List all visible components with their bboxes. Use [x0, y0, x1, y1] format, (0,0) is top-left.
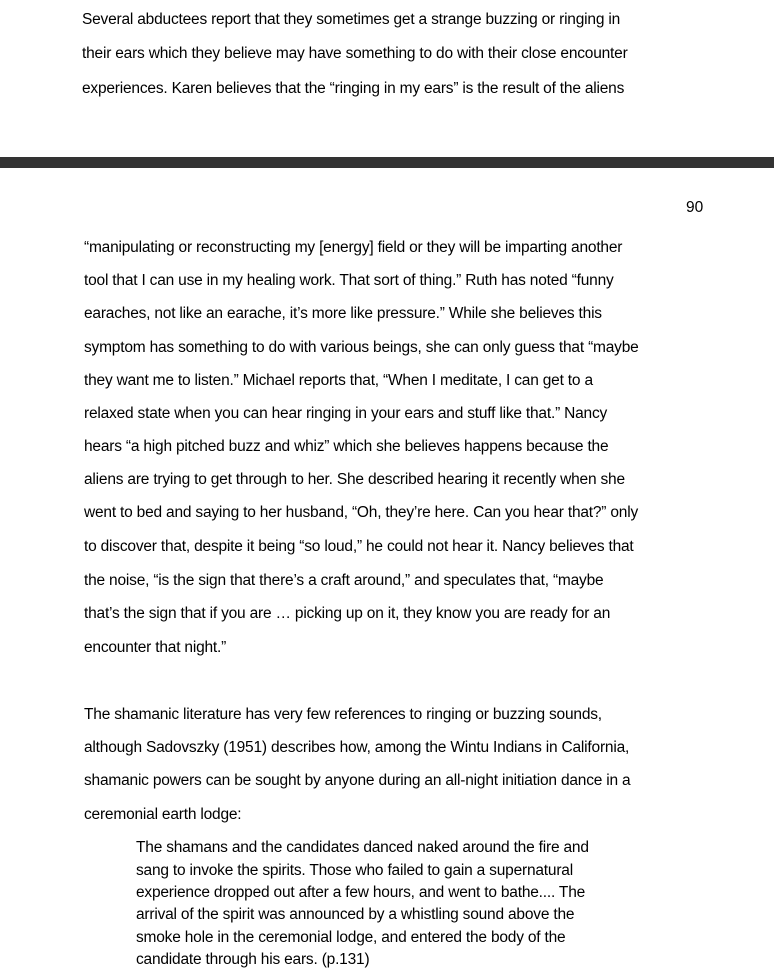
paragraph-line: earaches, not like an earache, it’s more like pressure.” While she believes this — [84, 305, 602, 322]
paragraph-line: ceremonial earth lodge: — [84, 806, 242, 823]
block-quote-line: smoke hole in the ceremonial lodge, and entered the body of the — [136, 929, 566, 946]
block-quote-line: candidate through his ears. (p.131) — [136, 951, 370, 968]
paragraph-line: aliens are trying to get through to her. She described hearing it recently when she — [84, 471, 625, 488]
block-quote-line: experience dropped out after a few hours, and went to bathe.... The — [136, 884, 586, 901]
paragraph-line: relaxed state when you can hear ringing in your ears and stuff like that.” Nancy — [84, 405, 608, 422]
prev-page-line: their ears which they believe may have something to do with their close encounter — [82, 45, 628, 62]
previous-page-fragment — [0, 0, 774, 157]
page-number: 90 — [686, 199, 704, 216]
prev-page-line: experiences. Karen believes that the “ringing in my ears” is the result of the aliens — [82, 80, 625, 97]
paragraph-line: tool that I can use in my healing work. That sort of thing.” Ruth has noted “funny — [84, 272, 614, 289]
paragraph-line: “manipulating or reconstructing my [energy] field or they will be imparting another — [84, 239, 623, 256]
paragraph-line: went to bed and saying to her husband, “Oh, they’re here. Can you hear that?” only — [84, 504, 639, 521]
block-quote-line: The shamans and the candidates danced naked around the fire and — [136, 839, 589, 856]
block-quote-line: sang to invoke the spirits. Those who failed to gain a supernatural — [136, 862, 573, 879]
paragraph-line: symptom has something to do with various beings, she can only guess that “maybe — [84, 339, 639, 356]
paragraph-line: hears “a high pitched buzz and whiz” which she believes happens because the — [84, 438, 609, 455]
paragraph-line: although Sadovszky (1951) describes how, among the Wintu Indians in California, — [84, 739, 630, 756]
paragraph-line: that’s the sign that if you are … picking up on it, they know you are ready for an — [84, 605, 611, 622]
block-quote-line: arrival of the spirit was announced by a whistling sound above the — [136, 906, 575, 923]
paragraph-line: they want me to listen.” Michael reports that, “When I meditate, I can get to a — [84, 372, 593, 389]
paragraph-line: encounter that night.” — [84, 639, 227, 656]
page-break-divider — [0, 157, 774, 168]
prev-page-line: Several abductees report that they sometimes get a strange buzzing or ringing in — [82, 11, 621, 28]
paragraph-line: the noise, “is the sign that there’s a craft around,” and speculates that, “maybe — [84, 572, 604, 589]
paragraph-line: shamanic powers can be sought by anyone during an all-night initiation dance in a — [84, 772, 631, 789]
paragraph-line: to discover that, despite it being “so loud,” he could not hear it. Nancy believes that — [84, 538, 634, 555]
paragraph-line: The shamanic literature has very few references to ringing or buzzing sounds, — [84, 706, 602, 723]
